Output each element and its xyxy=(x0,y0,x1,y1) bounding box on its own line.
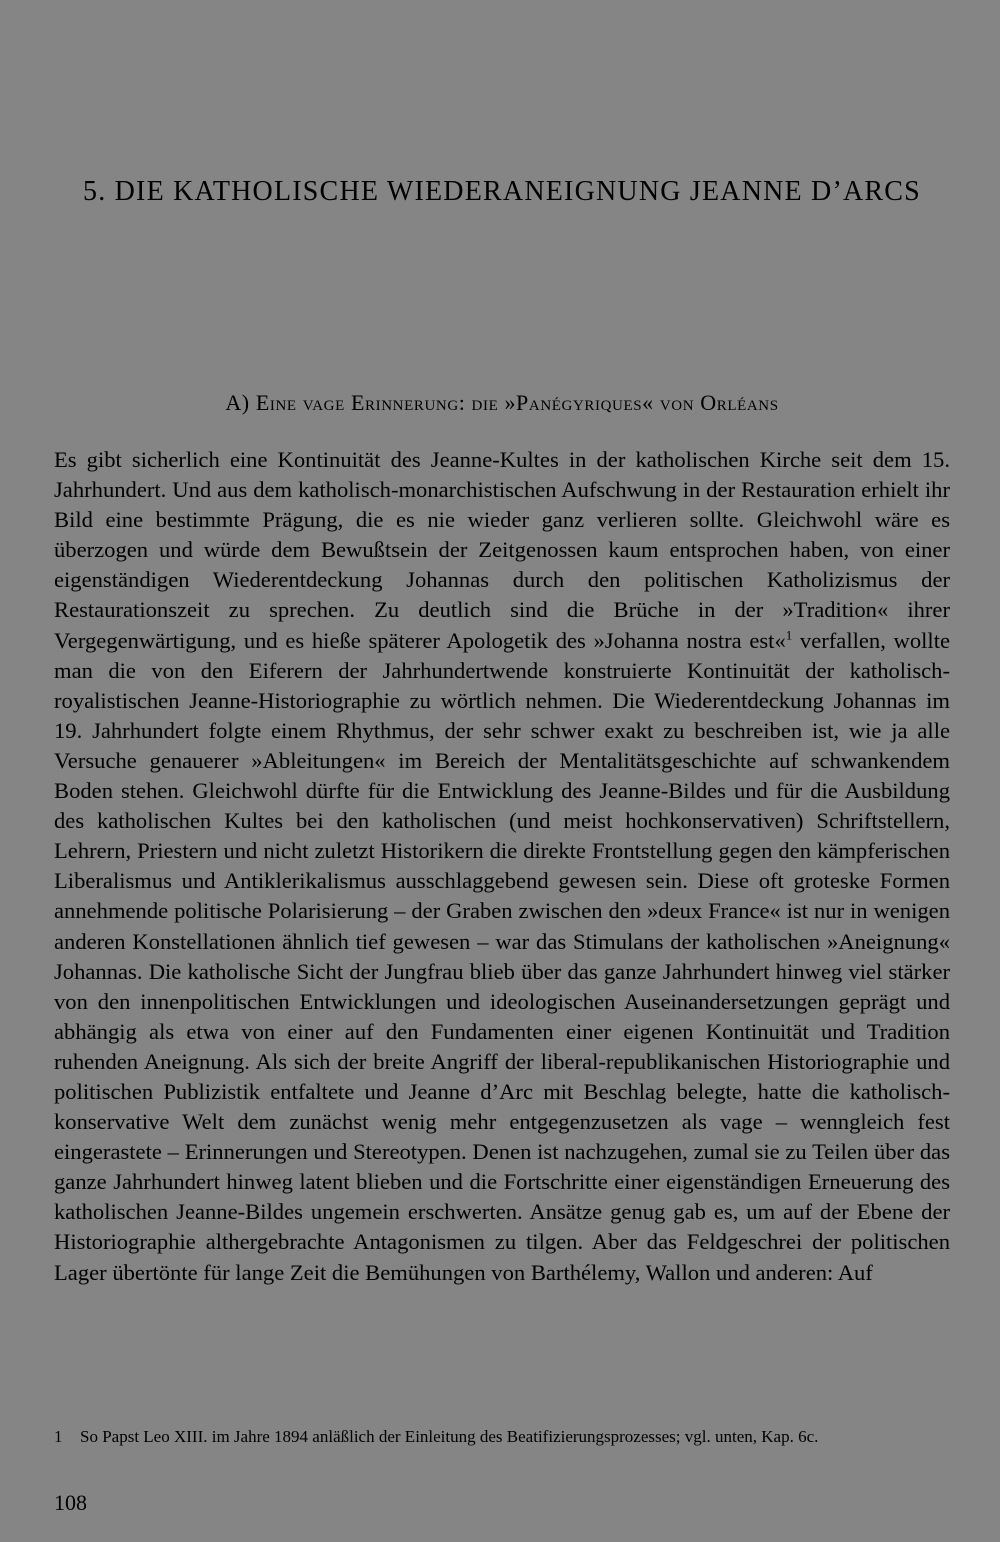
section-title: A) Eine vage Erinnerung: die »Panégyriques« von Orléans xyxy=(225,390,779,415)
chapter-title: 5. DIE KATHOLISCHE WIEDERANEIGNUNG JEANNE D’ARCS xyxy=(83,176,921,207)
body-text-part-2: verfallen, wollte man die von den Eiferern der Jahrhundertwende konstruierte Kontinuität der katholisch-royalistischen Jeanne-Historiographie zu wörtlich nehmen. Die Wiederentdeckung Johannas im 19. Jahrhundert folgte einem Rhythmus, der sehr schwer exakt zu beschreiben ist, wie ja alle Versuche genauerer »Ableitungen« im Bereich der Mentalitätsgeschichte auf schwankendem Boden stehen. Gleichwohl dürfte für die Entwicklung des Jeanne-Bildes und für die Ausbildung des katholischen Kultes bei den katholischen (und meist hochkonservativen) Schriftstellern, Lehrern, Priestern und nicht zuletzt Historikern die direkte Frontstellung gegen den kämpferischen Liberalismus und Antiklerikalismus ausschlaggebend gewesen sein. Diese oft groteske Formen annehmende politische Polarisierung – der Graben zwischen den »deux France« ist nur in wenigen anderen Konstellationen ähnlich tief gewesen – war das Stimulans der katholischen »Aneignung« Johannas. Die katholische Sicht der Jungfrau blieb über das ganze Jahrhundert hinweg viel stärker von den innenpolitischen Entwicklungen und ideologischen Auseinandersetzungen geprägt und abhängig als etwa von einer auf den Fundamenten einer eigenen Kontinuität und Tradition ruhenden Aneignung. Als sich der breite Angriff der liberal-republikanischen Historiographie und politischen Publizistik entfaltete und Jeanne d’Arc mit Beschlag belegte, hatte die katholisch-konservative Welt dem zunächst wenig mehr entgegenzusetzen als vage – wenngleich fest eingerastete – Erinnerungen und Stereotypen. Denen ist nachzugehen, zumal sie zu Teilen über das ganze Jahrhundert hinweg latent blieben und die Fortschritte einer eigenständigen Erneuerung des katholischen Jeanne-Bildes ungemein erschwerten. Ansätze genug gab es, um auf der Ebene der Historiographie althergebrachte Antagonismen zu tilgen. Aber das Feldgeschrei der politischen Lager übertönte für lange Zeit die Bemühungen von Barthélemy, Wallon und anderen: Auf xyxy=(54,627,950,1285)
footnote-text: So Papst Leo XIII. im Jahre 1894 anläßlich der Einleitung des Beatifizierungsprozesses; vgl. unten, Kap. 6c. xyxy=(80,1427,819,1446)
book-page xyxy=(54,0,950,1542)
page-number: 108 xyxy=(54,1490,87,1515)
body-paragraph xyxy=(54,445,950,1288)
footnote-reference: 1 xyxy=(785,627,793,643)
footnote-number: 1 xyxy=(54,1427,63,1446)
footnote xyxy=(54,1425,950,1449)
body-text-part-1: Es gibt sicherlich eine Kontinuität des Jeanne-Kultes in der katholischen Kirche seit dem 15. Jahrhundert. Und aus dem katholisch-monarchistischen Aufschwung in der Restauration erhielt ihr Bild eine bestimmte Prägung, die es nie wieder ganz verlieren sollte. Gleichwohl wäre es überzogen und würde dem Bewußtsein der Zeitgenossen kaum entsprochen haben, von einer eigenständigen Wiederentdeckung Johannas durch den politischen Katholizismus der Restaurationszeit zu sprechen. Zu deutlich sind die Brüche in der »Tradition« ihrer Vergegenwärtigung, und es hieße späterer Apologetik des »Johanna nostra est« xyxy=(54,447,950,653)
